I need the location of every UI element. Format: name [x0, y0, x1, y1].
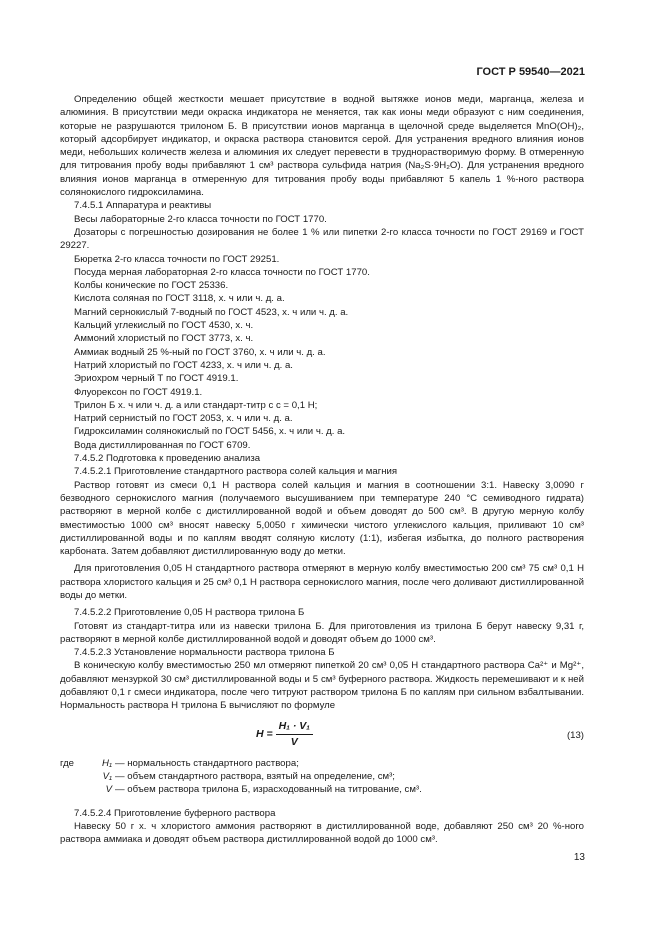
- legend-symbol: H₁: [102, 757, 112, 769]
- equipment-list: [60, 213, 584, 452]
- paragraph-trilon-preparation: Готовят из стандарт-титра или из навески трилона Б. Для приготовления из трилона Б берут навеску 9,31 г, растворяют в мерной колбе дистиллированной водой и доводят объем до 1000 см³.: [60, 620, 584, 645]
- formula-numerator: H₁ · V₁: [276, 720, 313, 735]
- list-item: Гидроксиламин солянокислый по ГОСТ 5456, х. ч или ч. д. а.: [74, 426, 346, 438]
- formula-number: (13): [566, 729, 584, 741]
- legend-row: [60, 757, 584, 770]
- legend-symbol: V: [105, 784, 112, 796]
- paragraph-normality: В коническую колбу вместимостью 250 мл отмеряют пипеткой 20 см³ 0,05 Н стандартного раствора Ca²⁺ и Mg²⁺, добавляют мензуркой 30 см³ дистиллированной воды и 5 см³ буферного раствора. Жидкость перемешивают и к ней добавляют 0,1 г смеси индикатора, после чего титруют раствором трилона Б по каплям при сильном взбалтывании. Нормальность раствора H трилона Б вычисляют по формуле: [60, 660, 584, 712]
- section-heading-7-4-5-2-2: 7.4.5.2.2 Приготовление 0,05 Н раствора трилона Б: [74, 607, 305, 619]
- list-item: Кальций углекислый по ГОСТ 4530, х. ч.: [74, 320, 254, 332]
- section-heading-7-4-5-2-3: 7.4.5.2.3 Установление нормальности раствора трилона Б: [74, 647, 335, 659]
- document-standard-code: ГОСТ Р 59540—2021: [476, 66, 585, 78]
- section-heading-7-4-5-2: 7.4.5.2 Подготовка к проведению анализа: [74, 453, 261, 465]
- page-number: 13: [573, 852, 585, 863]
- formula-legend: [60, 757, 584, 797]
- formula-expression: [256, 720, 313, 750]
- list-item: Эриохром черный Т по ГОСТ 4919.1.: [74, 373, 239, 385]
- list-item: Кислота соляная по ГОСТ 3118, х. ч или ч. д. а.: [74, 293, 285, 305]
- section-heading-7-4-5-2-1: 7.4.5.2.1 Приготовление стандартного раствора солей кальция и магния: [74, 466, 398, 478]
- list-item: Вода дистиллированная по ГОСТ 6709.: [74, 439, 251, 451]
- list-item: Дозаторы с погрешностью дозирования не более 1 % или пипетки 2-го класса точности по ГОСТ 29169 и ГОСТ 29227.: [60, 226, 584, 252]
- legend-row: [60, 770, 584, 783]
- paragraph-buffer: Навеску 50 г х. ч хлористого аммония растворяют в дистиллированной воде, добавляют 250 см³ 20 %-ного раствора аммиака и доводят объем раствора дистиллированной водой до 1000 см³.: [60, 820, 584, 846]
- legend-symbol: V₁: [102, 770, 112, 782]
- list-item: Аммиак водный 25 %-ный по ГОСТ 3760, х. ч или ч. д. а.: [74, 346, 326, 358]
- list-item: Бюретка 2-го класса точности по ГОСТ 29251.: [74, 253, 280, 265]
- formula-denominator: V: [290, 735, 298, 748]
- section-heading-7-4-5-2-4: 7.4.5.2.4 Приготовление буферного раствора: [74, 807, 276, 819]
- paragraph-standard-solution-dilution: Для приготовления 0,05 Н стандартного раствора отмеряют в мерную колбу вместимостью 200 см³ 75 см³ 0,1 Н раствора хлористого кальция и 25 см³ 0,1 Н раствора сернокислого магния, после чего доливают дистиллированной воды до метки.: [60, 563, 584, 601]
- list-item: Натрий сернистый по ГОСТ 2053, х. ч или ч. д. а.: [74, 413, 293, 425]
- paragraph-interference: Определению общей жесткости мешает присутствие в водной вытяжке ионов меди, марганца, железа и алюминия. В присутствии меди окраска индикатора не меняется, так как ионы меди образуют с ним соединения, которые не разрушаются трилоном Б. В присутствии ионов марганца в щелочной среде выделяется MnO(OH)₂, который адсорбирует индикатор, и окраска раствора становится серой. Для устранения вредного влияния ионов меди, небольших количеств железа и алюминия их следует перевести в труднорастворимую форму. В отмеренную для титрования пробу воды прибавляют 1 см³ раствора сульфида натрия (Na₂S·9H₂O). Для устранения вредного влияния ионов марганца в отмеренную для титрования пробу воды прибавляют 5 капель 1 %-ного раствора солянокислого гидроксиламина.: [60, 94, 584, 199]
- legend-text: — нормальность стандартного раствора;: [115, 757, 299, 769]
- legend-text: — объем раствора трилона Б, израсходованный на титрование, см³.: [115, 784, 422, 796]
- document-body: [60, 93, 584, 846]
- list-item: Аммоний хлористый по ГОСТ 3773, х. ч.: [74, 333, 254, 345]
- legend-text: — объем стандартного раствора, взятый на определение, см³;: [115, 770, 395, 782]
- formula-13: [60, 717, 584, 751]
- paragraph-standard-solution: Раствор готовят из смеси 0,1 Н раствора солей кальция и магния в соотношении 3:1. Навеску 3,0090 г безводного сернокислого магния (получаемого высушиванием при температуре 240 °С семиводного гидрата) растворяют в мерной колбе с дистиллированной водой и объем доводят до 500 см³. В другую мерную колбу вместимостью 1000 см³ вносят навеску 5,0050 г химически чистого углекислого кальция, приливают 10 см³ дистиллированной воды и по каплям вводят соляную кислоту (1:1), избегая избытка, до полного растворения карбоната. Затем добавляют дистиллированную воду до метки.: [60, 479, 584, 558]
- list-item: Весы лабораторные 2-го класса точности по ГОСТ 1770.: [74, 213, 327, 225]
- list-item: Флуорексон по ГОСТ 4919.1.: [74, 386, 203, 398]
- formula-fraction: [276, 720, 313, 750]
- legend-prefix: где: [60, 757, 75, 769]
- list-item: Посуда мерная лабораторная 2-го класса точности по ГОСТ 1770.: [74, 266, 370, 278]
- list-item: Магний сернокислый 7-водный по ГОСТ 4523, х. ч или ч. д. а.: [74, 306, 349, 318]
- list-item: Трилон Б х. ч или ч. д. а или стандарт-титр с c = 0,1 Н;: [74, 399, 318, 411]
- formula-lhs: H =: [256, 727, 273, 740]
- list-item: Колбы конические по ГОСТ 25336.: [74, 280, 229, 292]
- legend-prefix: [60, 770, 84, 783]
- section-heading-7-4-5-1: 7.4.5.1 Аппаратура и реактивы: [74, 200, 212, 212]
- list-item: Натрий хлористый по ГОСТ 4233, х. ч или ч. д. а.: [74, 359, 293, 371]
- legend-prefix: [60, 783, 84, 796]
- legend-row: [60, 783, 584, 796]
